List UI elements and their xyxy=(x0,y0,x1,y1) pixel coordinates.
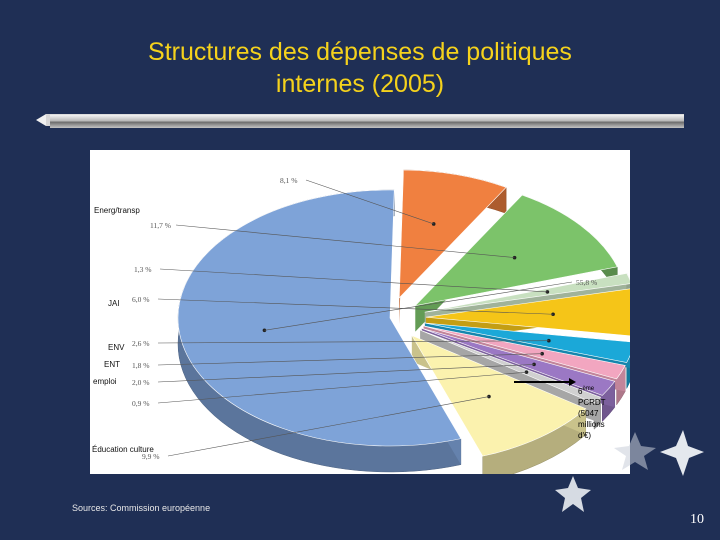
page-number: 10 xyxy=(690,512,704,527)
star-icon xyxy=(614,432,656,470)
annotation-line-3: (5047 xyxy=(578,409,599,418)
title-line-2: internes (2005) xyxy=(275,70,445,98)
annotation-line-5: d'€) xyxy=(578,431,592,440)
source-note: Sources: Commission européenne xyxy=(72,503,211,513)
value-label: 1,8 % xyxy=(132,361,150,370)
annotation-line-1: 6ème xyxy=(578,386,595,396)
value-label: 2,6 % xyxy=(132,339,150,348)
category-label: ENT xyxy=(104,360,120,369)
value-label: 6,0 % xyxy=(132,295,150,304)
category-label: Éducation culture xyxy=(92,445,154,454)
title-line-1: Structures des dépenses de politiques xyxy=(148,38,572,66)
category-label: emploi xyxy=(93,377,117,386)
value-label: 9,9 % xyxy=(142,452,160,461)
value-label: 1,3 % xyxy=(134,265,152,274)
value-label: 11,7 % xyxy=(150,221,171,230)
value-label: 55,8 % xyxy=(576,278,598,287)
category-label: ENV xyxy=(108,343,125,352)
value-label: 2,0 % xyxy=(132,378,150,387)
star-icon xyxy=(555,476,591,512)
value-label: 0,9 % xyxy=(132,399,150,408)
category-label: JAI xyxy=(108,299,120,308)
value-label: 8,1 % xyxy=(280,176,298,185)
star-icon xyxy=(660,430,704,476)
category-label: Energ/transp xyxy=(94,206,140,215)
annotation-line-4: millions xyxy=(578,420,605,429)
annotation-line-2: PCRDT xyxy=(578,398,606,407)
